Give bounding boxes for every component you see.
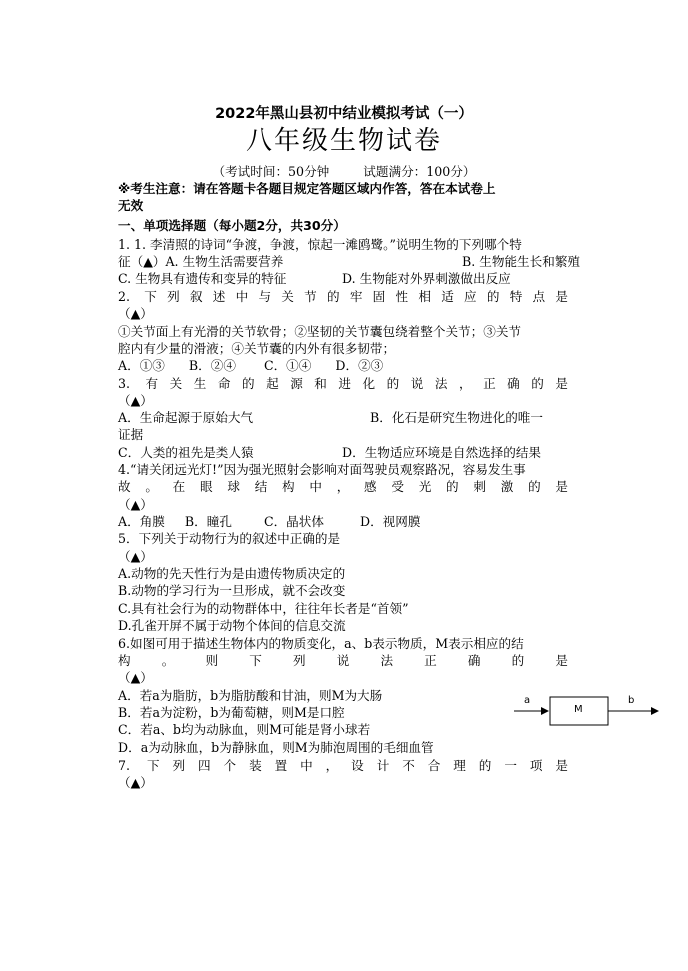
flow-diagram-svg [512,693,662,729]
q6-mark: （▲） [118,670,153,685]
q5-option-a: A.动物的先天性行为是由遗传物质决定的 [118,566,346,581]
exam-title: 2022年黑山县初中结业模拟考试（一） [215,106,473,122]
section-heading: 一、单项选择题（每小题2分，共30分） [118,218,346,233]
q1-option-a: 征（▲）A. 生物生活需要营养 [118,254,284,269]
q6-option-c: C．若a、b均为动脉血，则M可能是肾小球若 [118,722,371,737]
exam-time: （考试时间：50分钟 [212,164,330,179]
q7-mark: （▲） [118,775,153,790]
q6-line1: 6.如图可用于描述生物体内的物质变化，a、b表示物质，M表示相应的结 [118,636,524,651]
q7-stem: 7. 下列四个装置中，设计不合理的一项是 [118,758,568,773]
q2-line3: 腔内有少量的滑液；④关节囊的内外有很多韧带； [118,341,396,356]
exam-meta [0,161,688,180]
q4-mark: （▲） [118,497,153,512]
q3-line3: 证据 [118,427,144,442]
q1-line1: 1. 1. 李清照的诗词“争渡，争渡，惊起一滩鸥鹭。”说明生物的下列哪个特 [118,237,522,252]
q1-line3 [118,270,568,287]
q1-option-b: B. 生物能生长和繁殖 [462,254,581,269]
flow-diagram [512,693,662,729]
q2-options: A．①③ B．②④ C．①④ D．②③ [118,358,384,373]
q3-stem: 3. 有关生命的起源和进化的说法，正确的是 [118,376,568,391]
notice-line1: ※考生注意：请在答题卡各题目规定答题区域内作答，答在本试卷上 [118,181,496,196]
q5-mark: （▲） [118,549,153,564]
q2-line2: ①关节面上有光滑的关节软骨；②坚韧的关节囊包绕着整个关节；③关节 [118,324,521,339]
q1-option-c: C. 生物具有遗传和变异的特征 [118,271,287,286]
q4-line1: 4.“请关闭远光灯!”因为强光照射会影响对面驾驶员观察路况，容易发生事 [118,462,526,477]
q2-stem: 2. 下列叙述中与关节的牢固性相适应的特点是 [118,289,568,304]
q5-option-b: B.动物的学习行为一旦形成，就不会改变 [118,583,346,598]
q4-line2: 故。在眼球结构中，感受光的刺激的是 [118,479,568,494]
q1-line2 [118,253,581,270]
q3-option-b: B．化石是研究生物进化的唯一 [370,410,543,425]
q4-options: A．角膜 B．瞳孔 C．晶状体 D．视网膜 [118,514,421,529]
q6-option-a: A．若a为脂肪，b为脂肪酸和甘油，则M为大肠 [118,688,383,703]
q3-line4 [118,444,568,461]
q3-option-d: D．生物适应环境是自然选择的结果 [342,445,542,460]
q5-option-c: C.具有社会行为的动物群体中，往往年长者是“首领” [118,601,409,616]
diagram-label-m: M [574,704,583,715]
q3-mark: （▲） [118,393,153,408]
notice-line2: 无效 [118,198,144,213]
q3-line2 [118,409,568,426]
q3-option-c: C．人类的祖先是类人猿 [118,445,254,460]
q6-line2: 构。则下列说法正确的是 [118,653,568,668]
paper-title: 八年级生物试卷 [245,126,442,156]
q5-stem: 5．下列关于动物行为的叙述中正确的是 [118,531,341,546]
q2-mark: （▲） [118,306,153,321]
q3-option-a: A．生命起源于原始大气 [118,410,254,425]
q1-option-d: D. 生物能对外界刺激做出反应 [342,271,511,286]
exam-score: 试题满分：100分） [363,164,476,179]
diagram-label-b: b [628,695,635,706]
diagram-label-a: a [524,695,531,706]
q6-option-b: B．若a为淀粉，b为葡萄糖，则M是口腔 [118,705,345,720]
q6-option-d: D．a为动脉血，b为静脉血，则M为肺泡周围的毛细血管 [118,740,434,755]
q5-option-d: D.孔雀开屏不属于动物个体间的信息交流 [118,618,346,633]
